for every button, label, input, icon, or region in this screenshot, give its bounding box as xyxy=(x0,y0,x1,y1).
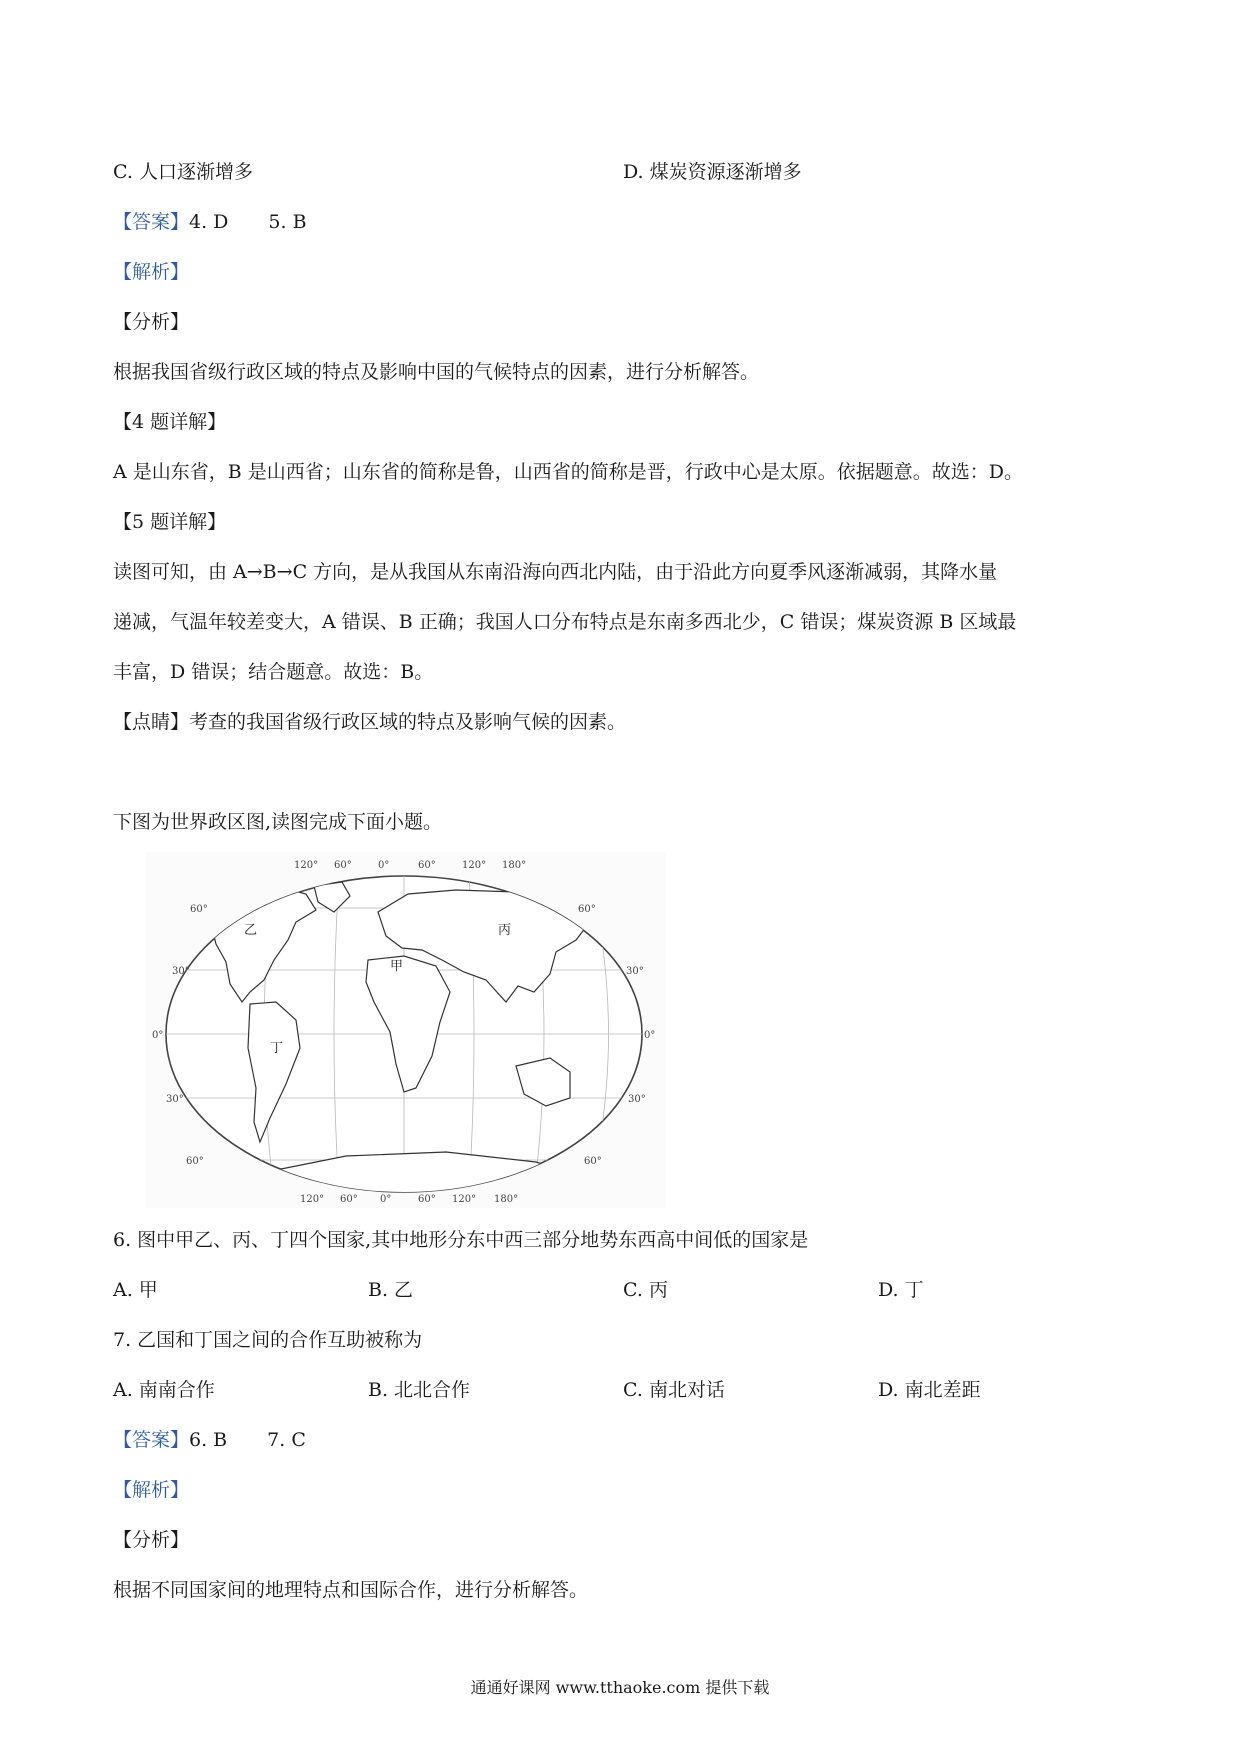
q7-option-c: C. 南北对话 xyxy=(623,1379,725,1401)
answer-6: 6. B xyxy=(189,1429,228,1451)
top-label: 60° xyxy=(418,860,436,871)
top-label: 120° xyxy=(462,860,487,871)
top-label: 60° xyxy=(334,860,352,871)
fenxi-text-1: 根据我国省级行政区域的特点及影响中国的气候特点的因素，进行分析解答。 xyxy=(113,361,760,383)
answer-4: 4. D xyxy=(189,211,229,233)
right-label: 30° xyxy=(628,1094,646,1105)
left-label: 30° xyxy=(166,1094,184,1105)
q5-tag: 【5 题详解】 xyxy=(113,511,227,533)
left-label: 0° xyxy=(152,1030,164,1041)
world-map xyxy=(146,852,666,1208)
right-label: 30° xyxy=(626,966,644,977)
bottom-label: 60° xyxy=(418,1194,436,1205)
q5-line-1: 读图可知，由 A→B→C 方向，是从我国从东南沿海向西北内陆，由于沿此方向夏季风逐渐减弱，其降水量 xyxy=(113,561,998,583)
country-label-bing: 丙 xyxy=(498,923,512,938)
map-intro: 下图为世界政区图,读图完成下面小题。 xyxy=(113,811,443,833)
dianjing: 【点睛】考查的我国省级行政区域的特点及影响气候的因素。 xyxy=(113,711,627,733)
answer-5: 5. B xyxy=(268,211,307,233)
q4-tag: 【4 题详解】 xyxy=(113,411,227,433)
top-label: 180° xyxy=(502,860,527,871)
q6-option-c: C. 丙 xyxy=(623,1279,668,1301)
q7-stem: 7. 乙国和丁国之间的合作互助被称为 xyxy=(113,1329,423,1351)
answer-line-1 xyxy=(113,208,307,236)
right-label: 0° xyxy=(644,1030,656,1041)
country-label-jia: 甲 xyxy=(390,959,404,974)
analysis-tag-1: 【解析】 xyxy=(113,261,190,283)
top-label: 120° xyxy=(294,860,319,871)
q6-option-b: B. 乙 xyxy=(368,1279,414,1301)
q6-option-a: A. 甲 xyxy=(113,1279,158,1301)
q5-line-2: 递减，气温年较差变大，A 错误、B 正确；我国人口分布特点是东南多西北少，C 错误；煤炭资源 B 区域最 xyxy=(113,611,1017,633)
q5-line-3: 丰富，D 错误；结合题意。故选：B。 xyxy=(113,661,434,683)
page-footer: 通通好课网 www.tthaoke.com 提供下载 xyxy=(470,1678,770,1697)
fenxi-text-2: 根据不同国家间的地理特点和国际合作，进行分析解答。 xyxy=(113,1579,589,1601)
fenxi-tag-1: 【分析】 xyxy=(113,311,190,333)
country-label-yi: 乙 xyxy=(244,923,258,938)
fenxi-tag-2: 【分析】 xyxy=(113,1529,190,1551)
bottom-label: 120° xyxy=(452,1194,477,1205)
option-c: C. 人口逐渐增多 xyxy=(113,161,253,183)
answer-tag: 【答案】 xyxy=(113,1429,190,1451)
bottom-label: 60° xyxy=(340,1194,358,1205)
top-label: 0° xyxy=(378,860,390,871)
q6-option-d: D. 丁 xyxy=(878,1279,924,1301)
analysis-tag-2: 【解析】 xyxy=(113,1479,190,1501)
left-label: 30° xyxy=(172,966,190,977)
option-d: D. 煤炭资源逐渐增多 xyxy=(623,161,802,183)
q7-option-a: A. 南南合作 xyxy=(113,1379,215,1401)
q4-text: A 是山东省，B 是山西省；山东省的简称是鲁，山西省的简称是晋，行政中心是太原。依据题意。故选：D。 xyxy=(113,461,1023,483)
q6-stem: 6. 图中甲乙、丙、丁四个国家,其中地形分东中西三部分地势东西高中间低的国家是 xyxy=(113,1229,809,1251)
q7-option-b: B. 北北合作 xyxy=(368,1379,471,1401)
bottom-label: 0° xyxy=(380,1194,392,1205)
right-label: 60° xyxy=(578,904,596,915)
answer-line-2 xyxy=(113,1426,306,1454)
q7-option-d: D. 南北差距 xyxy=(878,1379,981,1401)
country-label-ding: 丁 xyxy=(270,1041,284,1056)
left-label: 60° xyxy=(190,904,208,915)
answer-7: 7. C xyxy=(267,1429,306,1451)
answer-tag: 【答案】 xyxy=(113,211,190,233)
bottom-label: 120° xyxy=(300,1194,325,1205)
bottom-label: 180° xyxy=(494,1194,519,1205)
right-label: 60° xyxy=(584,1156,602,1167)
left-label: 60° xyxy=(186,1156,204,1167)
